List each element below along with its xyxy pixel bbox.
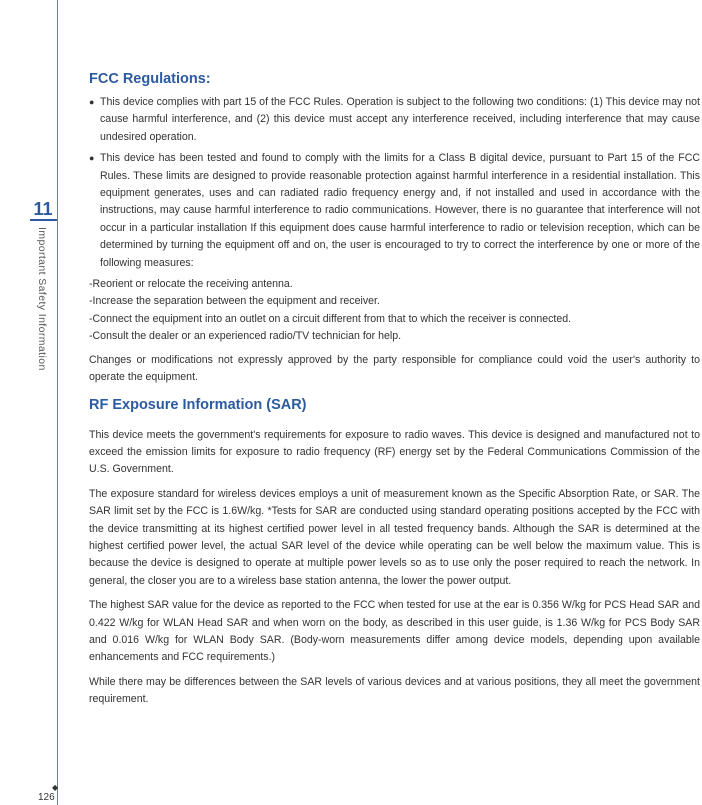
fcc-heading: FCC Regulations: — [89, 71, 211, 87]
bullet-dot-icon: ● — [89, 153, 95, 164]
changes-note: Changes or modifications not expressly approved by the party responsible for compliance could void the user's authority to operate the equipment. — [89, 353, 700, 384]
chapter-number: 11 — [33, 199, 53, 219]
measure-item: -Increase the separation between the equipment and receiver. — [89, 295, 380, 308]
page-number: 126 — [38, 792, 55, 803]
sar-paragraph: The highest SAR value for the device as reported to the FCC when tested for use at the ear is 0.356 W/kg for PCS Head SAR and 0.422 W/kg for WLAN Head SAR and when worn on the body, as described in this user guide, is 1.36 W/kg for PCS Body SAR and 0.016 W/kg for WLAN Body SAR. (Body-worn measurements differ among device models, depending upon available enhancements and FCC requirements.) — [89, 599, 700, 664]
measure-item: -Connect the equipment into an outlet on a circuit different from that to which the receiver is connected. — [89, 312, 572, 325]
sar-paragraph: While there may be differences between the SAR levels of various devices and at various positions, they all meet the government requirement. — [89, 675, 700, 706]
fcc-bullet-text: This device complies with part 15 of the FCC Rules. Operation is subject to the following two conditions: (1) This device may not cause harmful interference, and (2) this device must accept any interference received, including interference that may cause undesired operation. — [100, 96, 700, 143]
side-divider-line — [57, 0, 58, 805]
fcc-bullet — [89, 94, 700, 146]
measure-item: -Reorient or relocate the receiving antenna. — [89, 278, 293, 291]
measure-item: -Consult the dealer or an experienced radio/TV technician for help. — [89, 330, 402, 343]
chapter-title: Important Safety Information — [36, 227, 48, 371]
interference-measures-list — [89, 276, 700, 346]
document-content — [89, 70, 700, 716]
sar-heading: RF Exposure Information (SAR) — [89, 396, 307, 413]
page-marker-diamond-icon: ◆ — [52, 783, 59, 792]
sar-paragraph: The exposure standard for wireless devices employs a unit of measurement known as the Specific Absorption Rate, or SAR. The SAR limit set by the FCC is 1.6W/kg. *Tests for SAR are conducted using standard operating positions accepted by the FCC with the device transmitting at its highest certified power level in all tested frequency bands. Although the SAR is determined at the highest certified power level, the actual SAR level of the device while operating can be well below the maximum value. This is because the device is designed to operate at multiple power levels so as to use only the poser required to reach the network. In general, the closer you are to a wireless base station antenna, the lower the power output. — [89, 487, 700, 587]
sar-paragraph: This device meets the government's requirements for exposure to radio waves. This device is designed and manufactured not to exceed the emission limits for exposure to radio frequency (RF) energy set by the Federal Communications Commission of the U.S. Government. — [89, 428, 700, 476]
chapter-underline — [30, 219, 57, 221]
fcc-bullet-text: This device has been tested and found to comply with the limits for a Class B digital device, pursuant to Part 15 of the FCC Rules. These limits are designed to provide reasonable protection against harmful interference in a residential installation. This equipment generates, uses and can radiated radio frequency energy and, if not installed and used in accordance with the instructions, may cause harmful interference to radio communications. However, there is no guarantee that interference will not occur in a particular installation If this equipment does cause harmful interference to radio or television reception, which can be determined by turning the equipment off and on, the user is encouraged to try to correct the interference by one or more of the following measures: — [100, 152, 700, 269]
fcc-bullet — [89, 150, 700, 272]
bullet-dot-icon: ● — [89, 97, 95, 107]
